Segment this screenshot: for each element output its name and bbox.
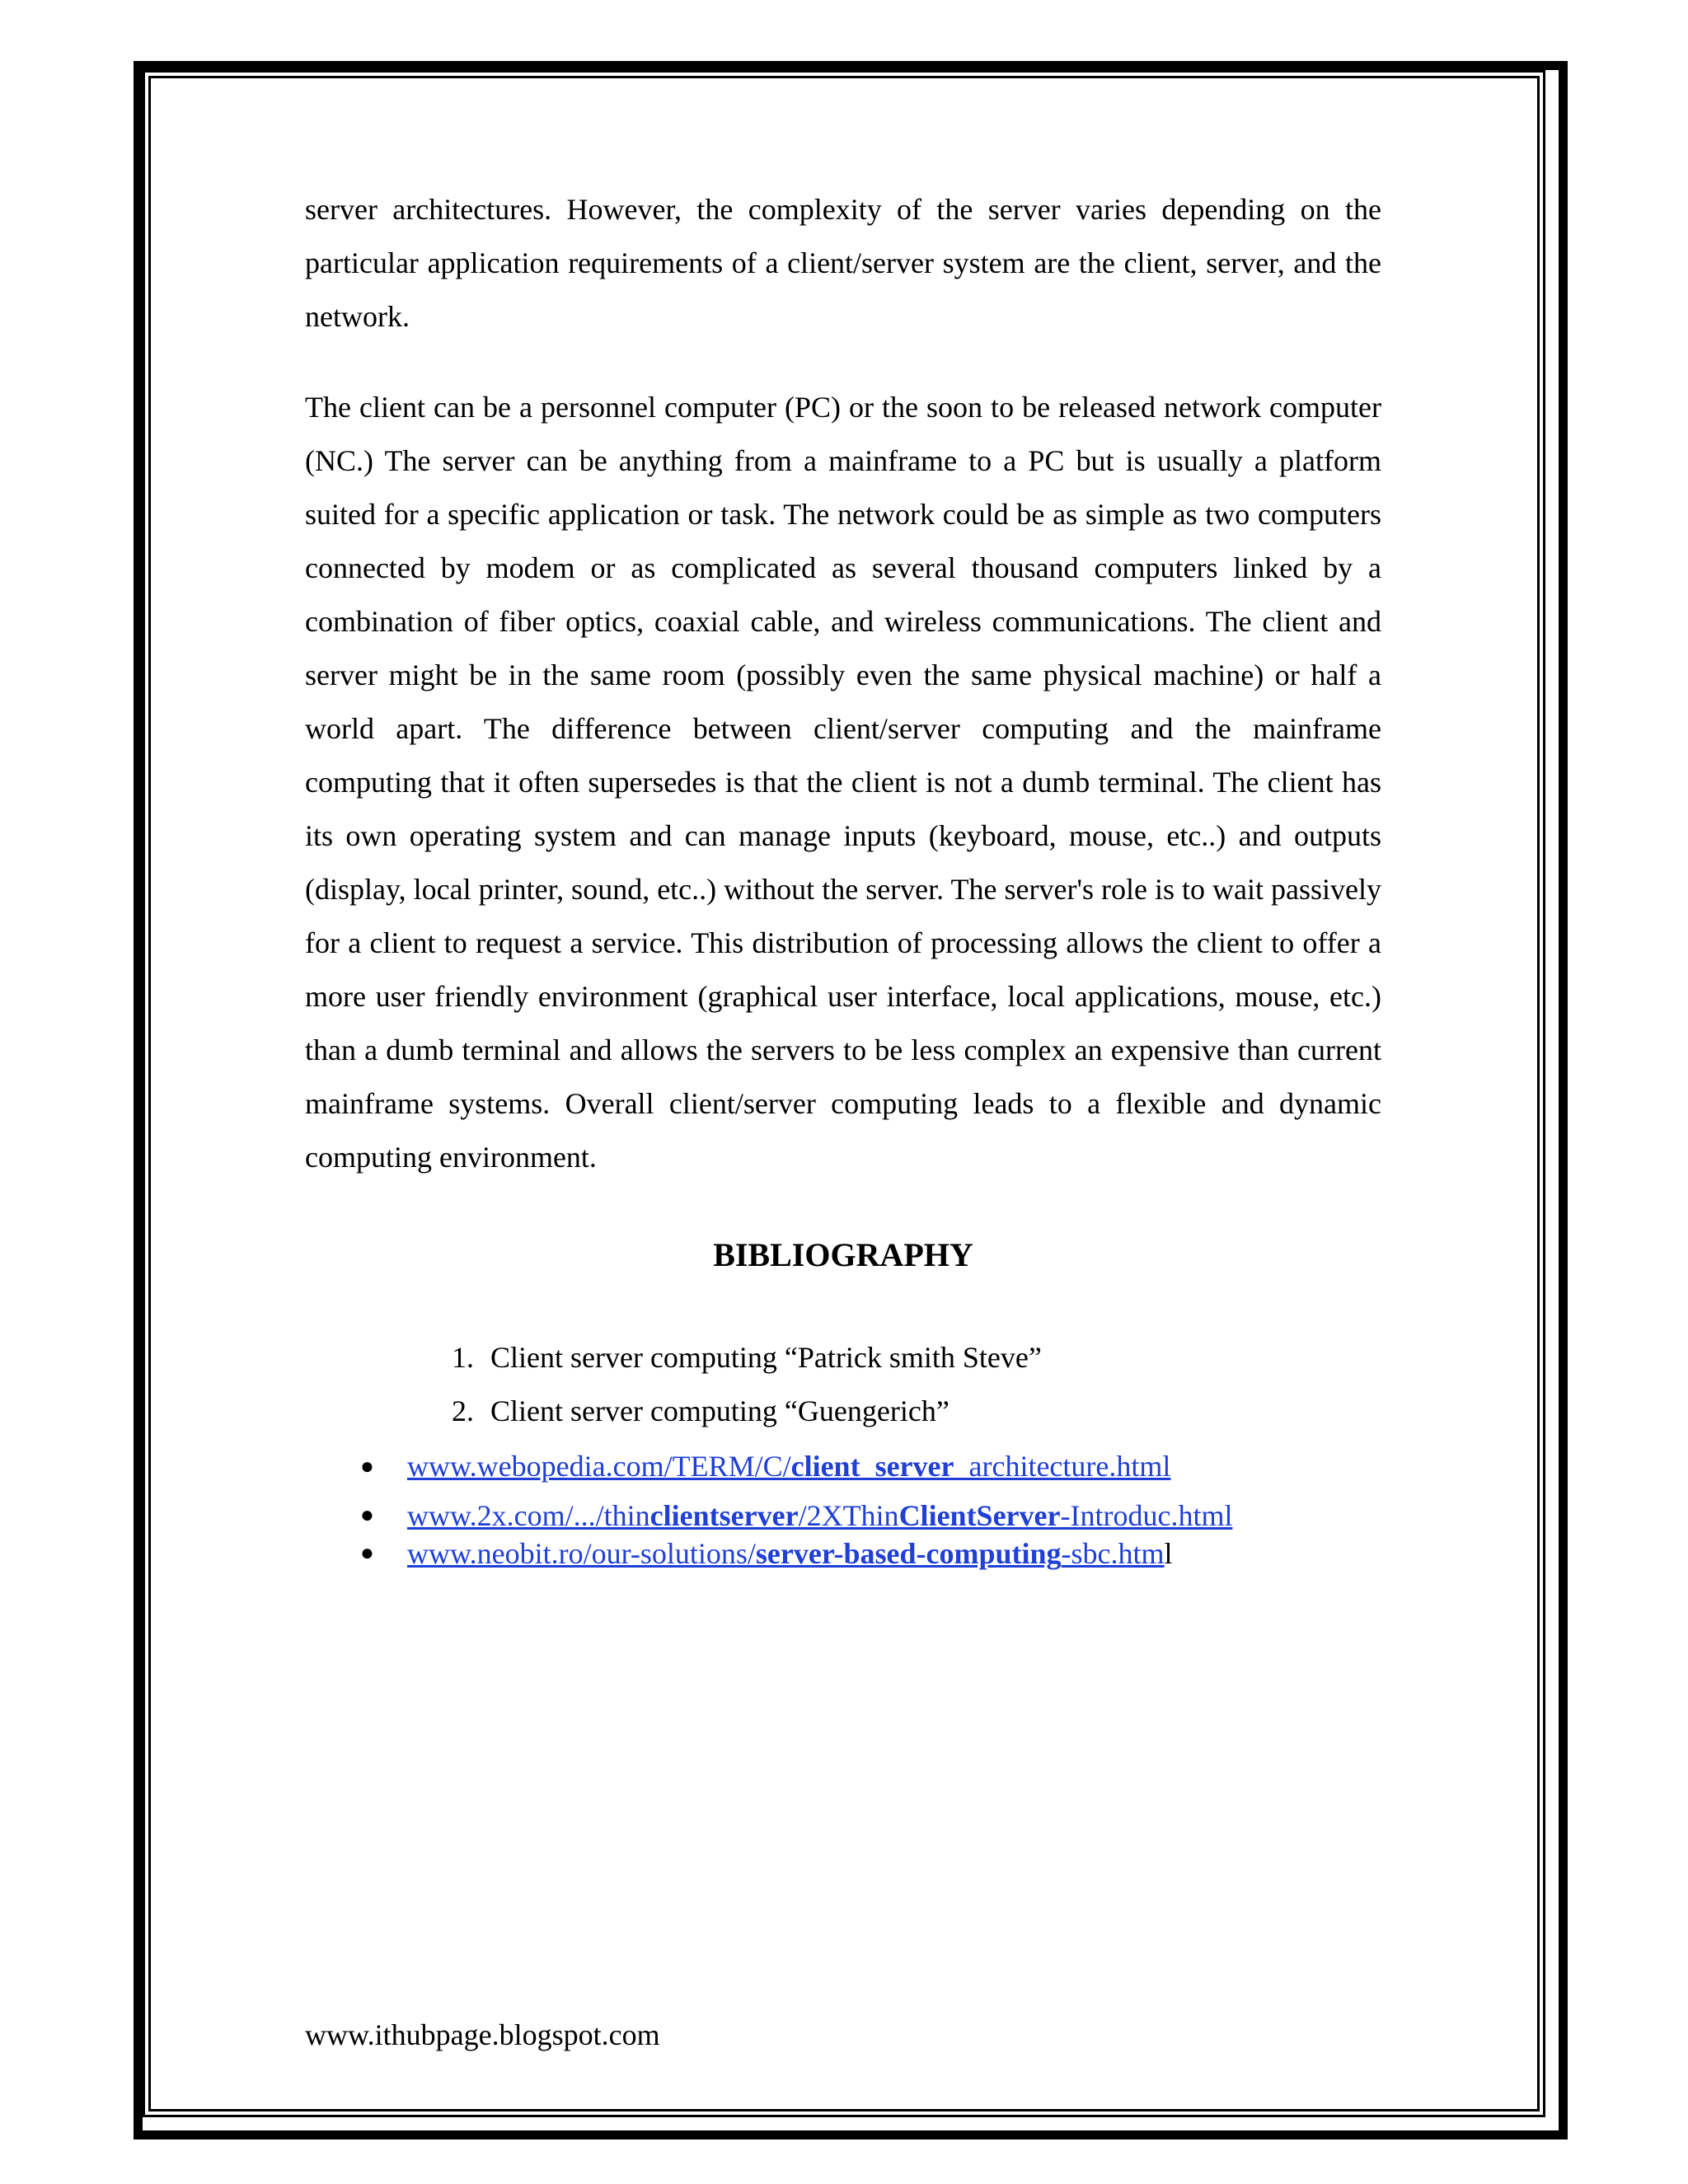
- web-reference: [305, 1440, 1381, 1493]
- footer-url: www.ithubpage.blogspot.com: [305, 2018, 660, 2051]
- book-reference: [305, 1331, 1381, 1385]
- reference-text: Client server computing “Guengerich”: [490, 1394, 950, 1427]
- bullet-icon: ●: [360, 1540, 374, 1566]
- book-reference: [305, 1385, 1381, 1438]
- page-content: [305, 183, 1381, 1572]
- book-reference-list: [305, 1331, 1381, 1438]
- reference-number: 1.: [452, 1341, 474, 1374]
- reference-text: Client server computing “Patrick smith Steve”: [490, 1341, 1042, 1374]
- web-reference-link[interactable]: www.2x.com/.../thinclientserver/2XThinClientServer-Introduc.html: [407, 1499, 1233, 1532]
- body-paragraph: server architectures. However, the complexity of the server varies depending on the particular application requirements of a client/server system are the client, server, and the network.: [305, 193, 1381, 333]
- bibliography-heading: BIBLIOGRAPHY: [713, 1236, 973, 1273]
- body-paragraph: The client can be a personnel computer (PC) or the soon to be released network computer (NC.) The server can be anything from a mainframe to a PC but is usually a platform suited for a specific application or task. The network could be as simple as two computers connected by modem or as complicated as several thousand computers linked by a combination of fiber optics, coaxial cable, and wireless communications. The client and server might be in the same room (possibly even the same physical machine) or half a world apart. The difference between client/server computing and the mainframe computing that it often supersedes is that the client is not a dumb terminal. The client has its own operating system and can manage inputs (keyboard, mouse, etc..) and outputs (display, local printer, sound, etc..) without the server. The server's role is to wait passively for a client to request a service. This distribution of processing allows the client to offer a more user friendly environment (graphical user interface, local applications, mouse, etc.) than a dumb terminal and allows the servers to be less complex an expensive than current mainframe systems. Overall client/server computing leads to a flexible and dynamic computing environment.: [305, 391, 1381, 1174]
- web-reference: [305, 1497, 1381, 1535]
- web-reference-link[interactable]: www.webopedia.com/TERM/C/client_server_architecture.html: [407, 1450, 1171, 1483]
- reference-number: 2.: [452, 1394, 474, 1427]
- web-reference-list: [305, 1440, 1381, 1572]
- bullet-icon: ●: [360, 1502, 374, 1528]
- bullet-icon: ●: [360, 1454, 374, 1479]
- web-reference: [305, 1535, 1381, 1572]
- web-reference-link[interactable]: www.neobit.ro/our-solutions/server-based-computing-sbc.htm: [407, 1537, 1165, 1570]
- link-trailing-text: l: [1164, 1537, 1173, 1570]
